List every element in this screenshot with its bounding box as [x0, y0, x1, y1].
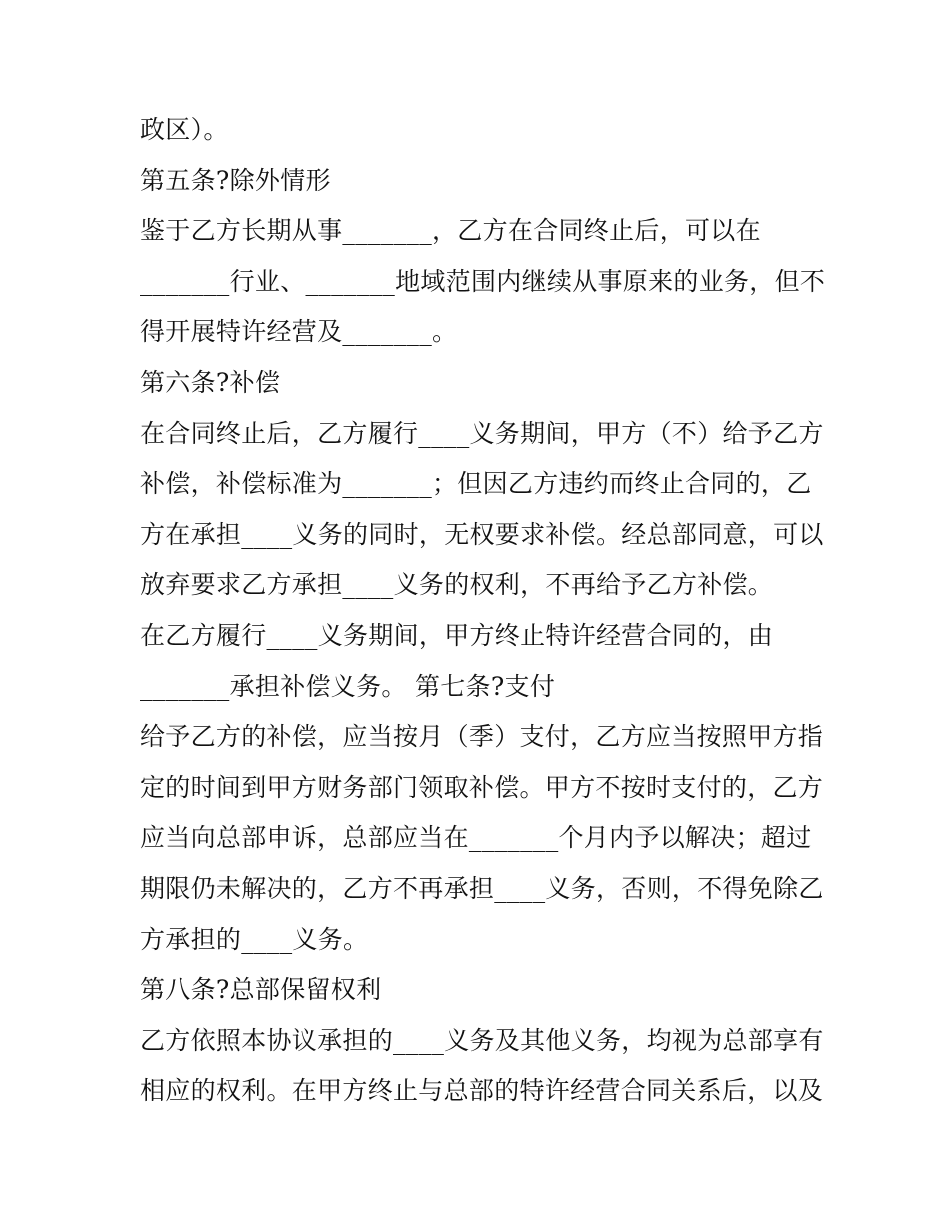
- text-line-19: 乙方依照本协议承担的____义务及其他义务，均视为总部享有: [140, 1026, 824, 1055]
- text-line-3: 鉴于乙方长期从事_______，乙方在合同终止后，可以在: [140, 216, 761, 245]
- text-line-13: 给予乙方的补偿，应当按月（季）支付，乙方应当按照甲方指: [140, 722, 824, 751]
- text-line-5: 得开展特许经营及_______。: [140, 317, 458, 346]
- text-line-1: 政区）。: [140, 115, 229, 144]
- text-line-12: _______承担补偿义务。 第七条?支付: [140, 672, 556, 701]
- article-8-heading: 第八条?总部保留权利: [140, 975, 382, 1004]
- text-line-10: 放弃要求乙方承担____义务的权利，不再给予乙方补偿。: [140, 570, 774, 599]
- text-line-16: 期限仍未解决的，乙方不再承担____义务，否则，不得免除乙: [140, 874, 824, 903]
- text-line-14: 定的时间到甲方财务部门领取补偿。甲方不按时支付的，乙方: [140, 773, 824, 802]
- text-line-15: 应当向总部申诉，总部应当在_______个月内予以解决；超过: [140, 823, 812, 852]
- text-line-8: 补偿，补偿标准为_______；但因乙方违约而终止合同的，乙: [140, 469, 812, 498]
- text-line-4: _______行业、_______地域范围内继续从事原来的业务，但不: [140, 267, 826, 296]
- text-line-11: 在乙方履行____义务期间，甲方终止特许经营合同的，由: [140, 621, 774, 650]
- text-line-7: 在合同终止后，乙方履行____义务期间，甲方（不）给予乙方: [140, 419, 824, 448]
- article-5-heading: 第五条?除外情形: [140, 166, 331, 195]
- text-line-20: 相应的权利。在甲方终止与总部的特许经营合同关系后，以及: [140, 1076, 824, 1105]
- article-6-heading: 第六条?补偿: [140, 368, 281, 397]
- text-line-17: 方承担的____义务。: [140, 925, 369, 954]
- text-line-9: 方在承担____义务的同时，无权要求补偿。经总部同意，可以: [140, 520, 824, 549]
